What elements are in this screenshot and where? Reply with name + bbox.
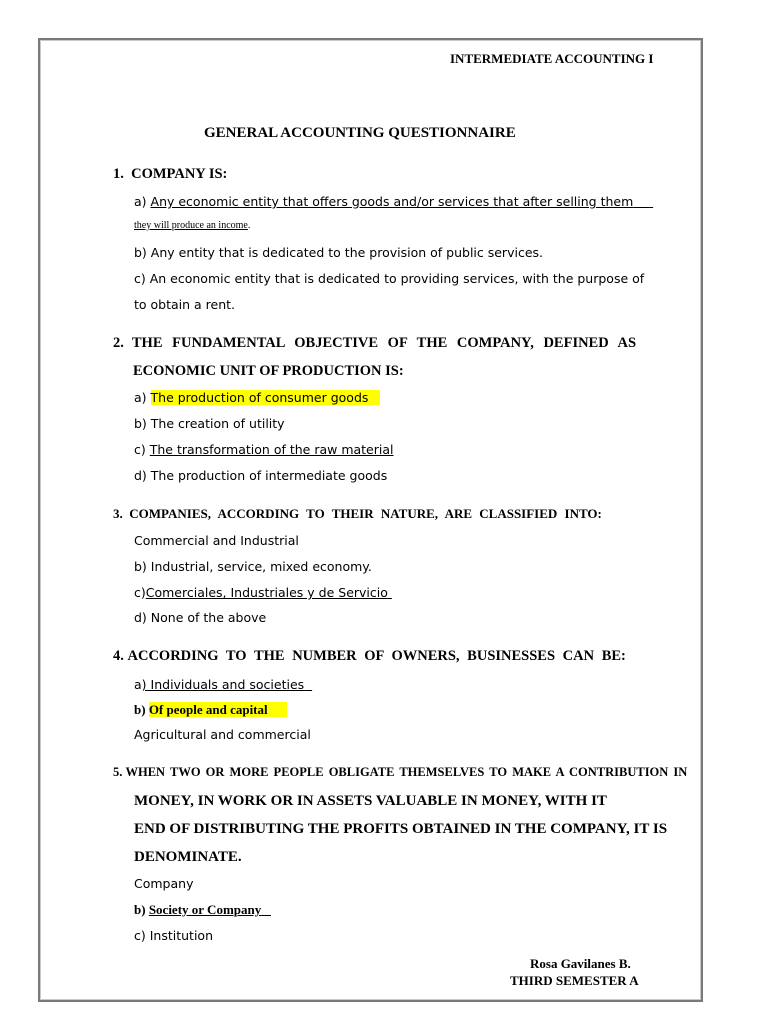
option-3b: b) Industrial, service, mixed economy. [134, 559, 372, 574]
course-header: INTERMEDIATE ACCOUNTING I [450, 51, 654, 66]
question-5-line-4: DENOMINATE. [134, 849, 242, 865]
question-2-continued: ECONOMIC UNIT OF PRODUCTION IS: [133, 363, 404, 379]
option-1c: c) An economic entity that is dedicated to providing services, with the purpose of [134, 271, 645, 286]
option-5c: c) Institution [134, 928, 213, 943]
option-prefix: a) [134, 390, 151, 405]
option-4a [134, 677, 312, 692]
option-2c [134, 442, 394, 457]
option-prefix: c) [134, 585, 146, 600]
option-text: The transformation of the raw material [149, 442, 394, 457]
option-text: Comerciales, Industriales y de Servicio [145, 585, 388, 600]
question-5 [113, 765, 687, 780]
question-4 [113, 648, 626, 665]
option-text: they will produce an income [134, 220, 248, 231]
question-number: 4. [113, 648, 124, 664]
option-prefix: b) [134, 902, 149, 917]
author-name: Rosa Gavilanes B. [530, 956, 631, 971]
question-number: 1. [113, 166, 124, 182]
option-2d: d) The production of intermediate goods [134, 468, 388, 483]
question-text: COMPANY IS: [131, 166, 228, 182]
option-prefix: c) [134, 442, 150, 457]
question-2 [113, 335, 667, 352]
question-number: 2. [113, 335, 124, 351]
question-number: 5. [113, 765, 123, 779]
option-5a: Company [134, 876, 194, 891]
option-prefix: a) [134, 194, 151, 209]
option-1a [134, 194, 653, 209]
option-3d: d) None of the above [134, 610, 267, 625]
question-text: ACCORDING TO THE NUMBER OF OWNERS, BUSINESSES CAN BE: [127, 648, 626, 664]
option-text: Of people and capital [148, 702, 268, 717]
option-2b: b) The creation of utility [134, 416, 285, 431]
option-suffix: . [247, 220, 251, 231]
question-text: COMPANIES, ACCORDING TO THEIR NATURE, ARE CLASSIFIED INTO: [129, 506, 602, 521]
question-line [113, 335, 667, 352]
option-5b [134, 902, 271, 918]
author-semester: THIRD SEMESTER A [510, 973, 639, 988]
option-4c: Agricultural and commercial [134, 727, 311, 742]
option-text: Any economic entity that offers goods and/or services that after selling them [150, 194, 634, 209]
question-text: THE FUNDAMENTAL OBJECTIVE OF THE COMPANY, DEFINED AS [131, 335, 637, 351]
question-number: 3. [113, 506, 123, 521]
page-title: GENERAL ACCOUNTING QUESTIONNAIRE [204, 125, 516, 141]
option-prefix: b) [134, 702, 149, 717]
option-2a [134, 390, 380, 405]
option-3a: Commercial and Industrial [134, 533, 299, 548]
option-text: ) Individuals and societies [141, 677, 305, 692]
option-3c [134, 585, 392, 600]
option-text: Society or Company [148, 902, 262, 917]
question-1 [113, 166, 227, 183]
question-5-line-3: END OF DISTRIBUTING THE PROFITS OBTAINED IN THE COMPANY, IT IS [134, 821, 668, 837]
option-1c-continued: to obtain a rent. [134, 297, 236, 312]
question-3 [113, 506, 602, 522]
option-1a-continued [134, 220, 250, 231]
option-1b: b) Any entity that is dedicated to the provision of public services. [134, 245, 543, 260]
option-text: The production of consumer goods [150, 390, 369, 405]
question-text: WHEN TWO OR MORE PEOPLE OBLIGATE THEMSELVES TO MAKE A CONTRIBUTION IN [125, 765, 688, 779]
option-prefix: a [134, 677, 142, 692]
option-4b [134, 702, 287, 718]
question-5-line-2: MONEY, IN WORK OR IN ASSETS VALUABLE IN MONEY, WITH IT [134, 793, 607, 809]
